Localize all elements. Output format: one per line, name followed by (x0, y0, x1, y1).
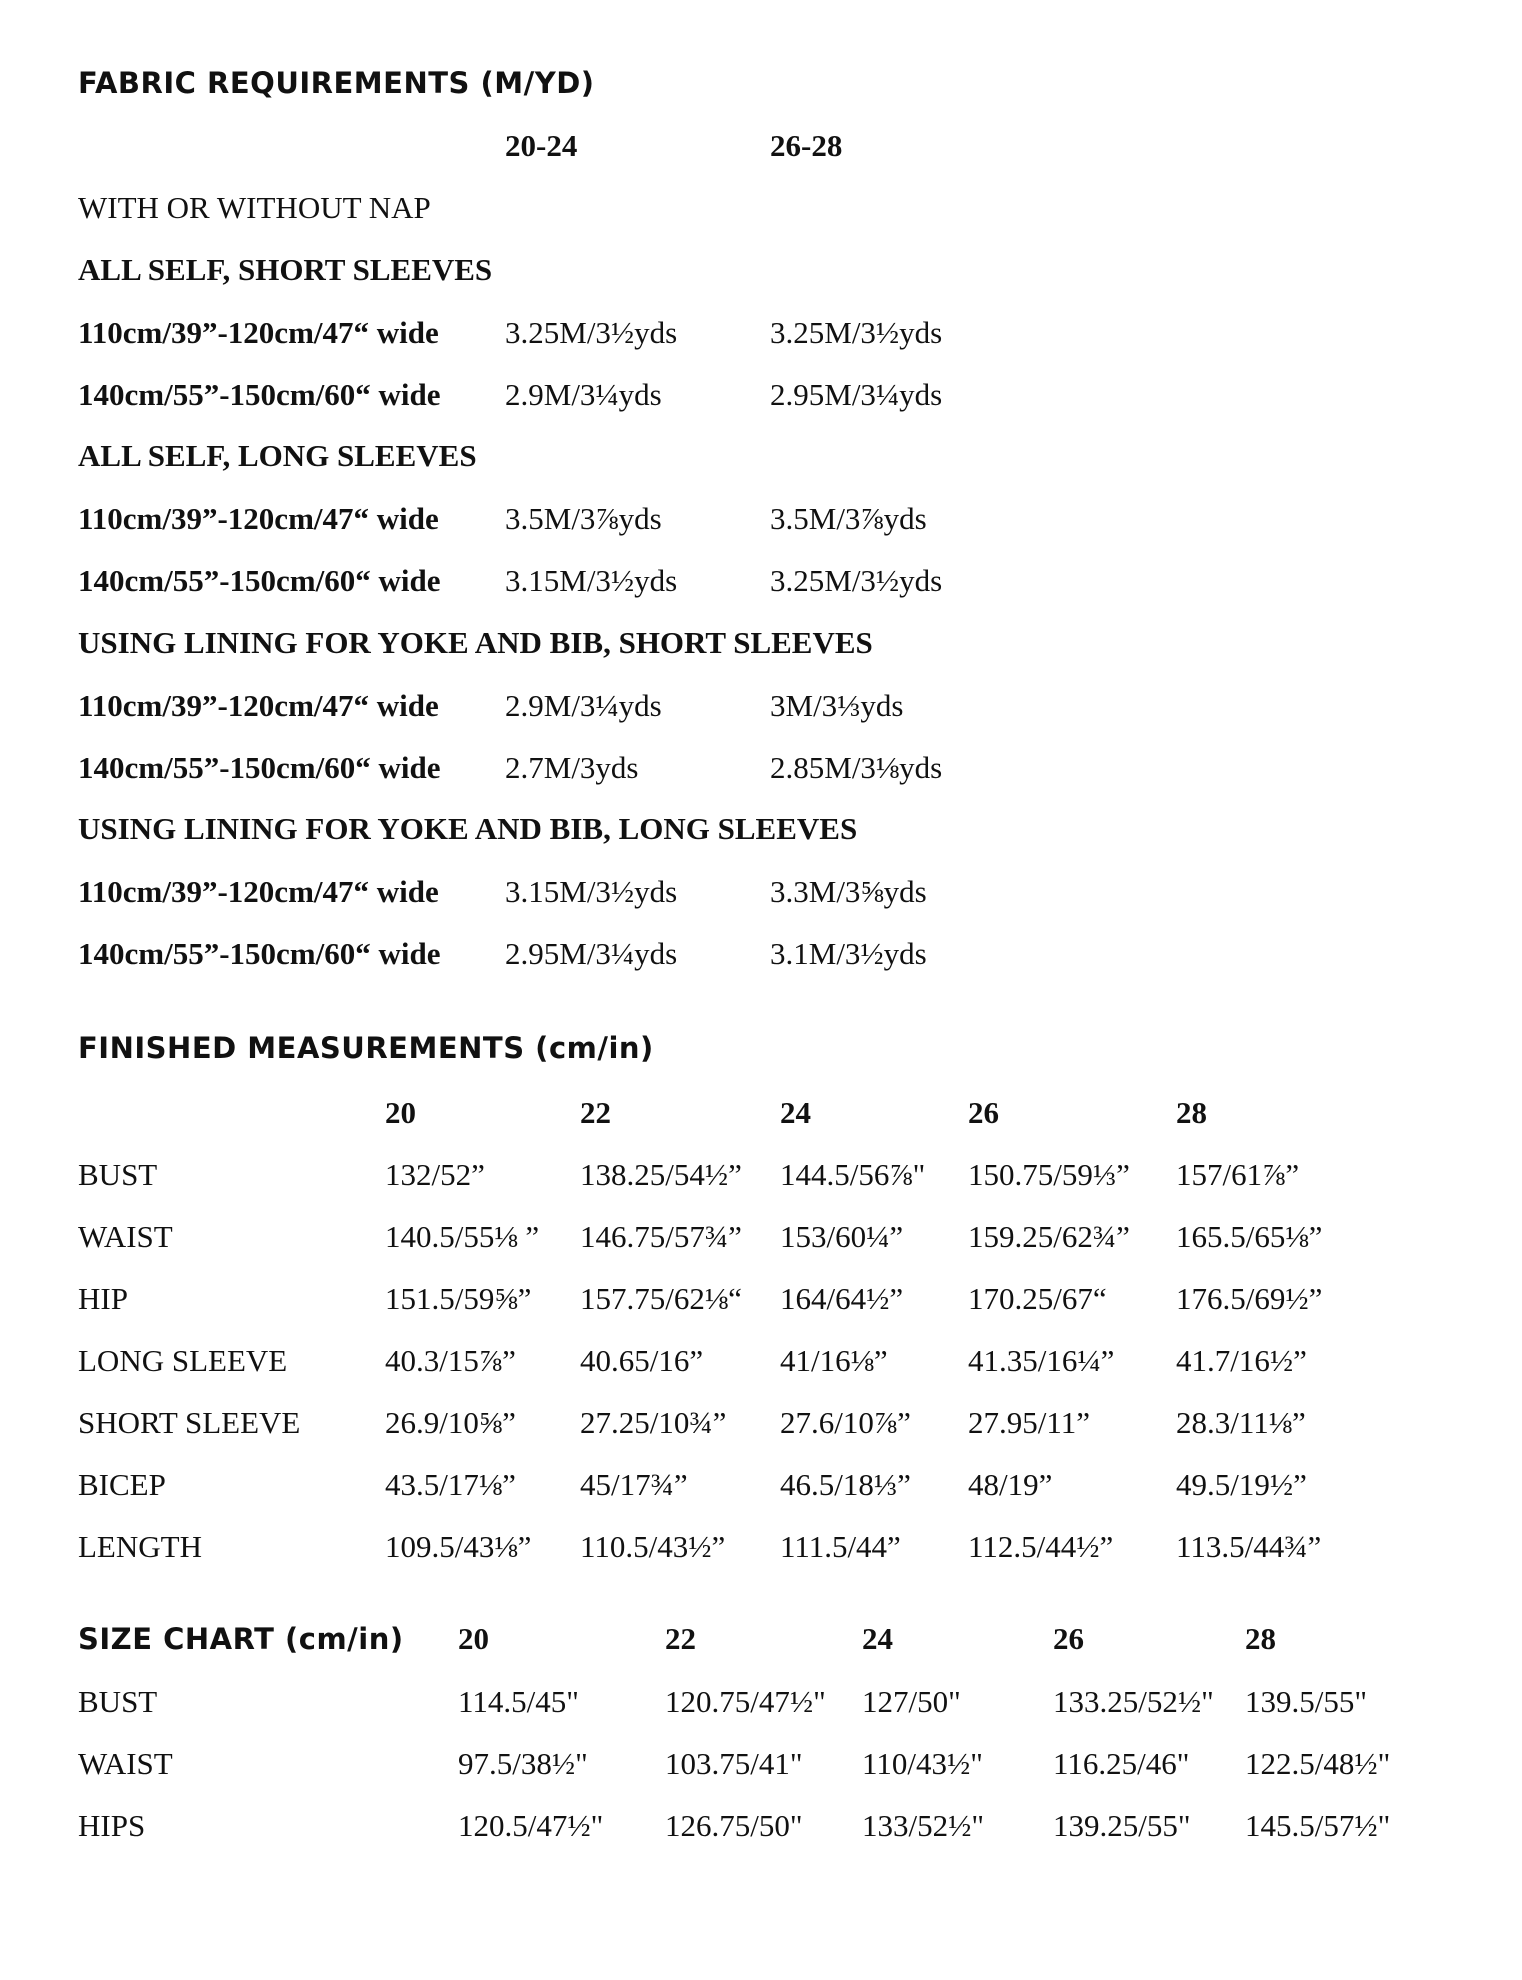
fabric-section-heading: USING LINING FOR YOKE AND BIB, SHORT SLEEVES (78, 625, 873, 660)
measurement-value: 41.7/16½” (1176, 1343, 1307, 1378)
measurement-value: 165.5/65⅛” (1176, 1219, 1323, 1254)
fabric-value-26-28: 2.85M/3⅛yds (770, 750, 943, 785)
chart-size-26: 26 (1053, 1621, 1084, 1656)
measurement-value: 132/52” (385, 1157, 485, 1192)
body-measurement-value: 126.75/50" (665, 1808, 803, 1843)
measurement-value: 109.5/43⅛” (385, 1529, 532, 1564)
size-chart-header-row (0, 1617, 1522, 1661)
fabric-value-26-28: 2.95M/3¼yds (770, 377, 943, 412)
nap-note: WITH OR WITHOUT NAP (78, 190, 431, 225)
fabric-row (0, 373, 1522, 417)
body-measurement-value: 139.5/55" (1245, 1684, 1368, 1719)
chart-size-24: 24 (862, 1621, 893, 1656)
finished-row (0, 1277, 1522, 1321)
finished-size-24: 24 (780, 1095, 811, 1130)
fabric-value-20-24: 3.15M/3½yds (505, 874, 678, 909)
fabric-width: 140cm/55”-150cm/60“ wide (78, 936, 441, 971)
measurement-value: 159.25/62¾” (968, 1219, 1130, 1254)
fabric-section-heading: USING LINING FOR YOKE AND BIB, LONG SLEEVES (78, 811, 858, 846)
fabric-value-26-28: 3.1M/3½yds (770, 936, 927, 971)
measurement-value: 27.6/10⅞” (780, 1405, 911, 1440)
measurement-value: 110.5/43½” (580, 1529, 726, 1564)
chart-size-22: 22 (665, 1621, 696, 1656)
measurement-value: 46.5/18⅓” (780, 1467, 911, 1502)
fabric-section-heading: ALL SELF, SHORT SLEEVES (78, 252, 493, 287)
size-chart-row (0, 1680, 1522, 1724)
fabric-width: 110cm/39”-120cm/47“ wide (78, 315, 439, 350)
body-measurement-value: 120.5/47½" (458, 1808, 604, 1843)
fabric-section-heading: ALL SELF, LONG SLEEVES (78, 438, 477, 473)
measurement-label: SHORT SLEEVE (78, 1405, 301, 1440)
fabric-value-26-28: 3.25M/3½yds (770, 315, 943, 350)
finished-size-20: 20 (385, 1095, 416, 1130)
fabric-value-26-28: 3.25M/3½yds (770, 563, 943, 598)
finished-size-26: 26 (968, 1095, 999, 1130)
finished-row (0, 1525, 1522, 1569)
measurement-value: 113.5/44¾” (1176, 1529, 1322, 1564)
measurement-value: 153/60¼” (780, 1219, 904, 1254)
measurement-value: 49.5/19½” (1176, 1467, 1307, 1502)
measurement-value: 164/64½” (780, 1281, 904, 1316)
body-measurement-value: 97.5/38½" (458, 1746, 588, 1781)
measurement-value: 40.3/15⅞” (385, 1343, 516, 1378)
body-measurement-value: 127/50" (862, 1684, 961, 1719)
measurement-value: 157.75/62⅛“ (580, 1281, 742, 1316)
fabric-value-26-28: 3M/3⅓yds (770, 688, 904, 723)
chart-size-28: 28 (1245, 1621, 1276, 1656)
measurement-label: WAIST (78, 1219, 173, 1254)
measurement-value: 45/17¾” (580, 1467, 688, 1502)
body-measurement-value: 139.25/55" (1053, 1808, 1191, 1843)
fabric-value-20-24: 2.7M/3yds (505, 750, 639, 785)
finished-row (0, 1401, 1522, 1445)
measurement-value: 27.95/11” (968, 1405, 1090, 1440)
fabric-size-header-row (0, 124, 1522, 168)
measurement-value: 28.3/11⅛” (1176, 1405, 1306, 1440)
fabric-row (0, 497, 1522, 541)
fabric-value-26-28: 3.3M/3⅝yds (770, 874, 927, 909)
measurement-value: 176.5/69½” (1176, 1281, 1323, 1316)
body-measurement-value: 103.75/41" (665, 1746, 803, 1781)
finished-row (0, 1463, 1522, 1507)
finished-size-header-row (0, 1091, 1522, 1135)
fabric-value-26-28: 3.5M/3⅞yds (770, 501, 927, 536)
fabric-width: 140cm/55”-150cm/60“ wide (78, 750, 441, 785)
measurement-value: 48/19” (968, 1467, 1053, 1502)
body-measurement-value: 133/52½" (862, 1808, 985, 1843)
measurement-value: 26.9/10⅝” (385, 1405, 516, 1440)
body-measurement-label: HIPS (78, 1808, 146, 1843)
fabric-row (0, 684, 1522, 728)
size-chart-row (0, 1804, 1522, 1848)
body-measurement-value: 133.25/52½" (1053, 1684, 1214, 1719)
finished-row (0, 1153, 1522, 1197)
measurement-value: 146.75/57¾” (580, 1219, 742, 1254)
fabric-size-group-1: 20-24 (505, 128, 578, 163)
body-measurement-label: BUST (78, 1684, 158, 1719)
measurement-value: 138.25/54½” (580, 1157, 742, 1192)
fabric-value-20-24: 2.9M/3¼yds (505, 688, 662, 723)
measurement-value: 151.5/59⅝” (385, 1281, 532, 1316)
body-measurement-value: 120.75/47½" (665, 1684, 826, 1719)
fabric-value-20-24: 2.95M/3¼yds (505, 936, 678, 971)
measurement-value: 140.5/55⅛ ” (385, 1219, 540, 1254)
measurement-label: BICEP (78, 1467, 166, 1502)
measurement-value: 41/16⅛” (780, 1343, 888, 1378)
fabric-width: 110cm/39”-120cm/47“ wide (78, 688, 439, 723)
measurement-value: 41.35/16¼” (968, 1343, 1115, 1378)
finished-size-22: 22 (580, 1095, 611, 1130)
measurement-value: 144.5/56⅞" (780, 1157, 926, 1192)
body-measurement-label: WAIST (78, 1746, 173, 1781)
fabric-width: 110cm/39”-120cm/47“ wide (78, 501, 439, 536)
measurement-value: 40.65/16” (580, 1343, 704, 1378)
fabric-row (0, 311, 1522, 355)
body-measurement-value: 145.5/57½" (1245, 1808, 1391, 1843)
finished-size-28: 28 (1176, 1095, 1207, 1130)
size-chart-title: SIZE CHART (cm/in) (78, 1622, 404, 1656)
fabric-row (0, 932, 1522, 976)
fabric-row (0, 559, 1522, 603)
measurement-value: 111.5/44” (780, 1529, 901, 1564)
fabric-value-20-24: 3.25M/3½yds (505, 315, 678, 350)
chart-size-20: 20 (458, 1621, 489, 1656)
measurement-value: 112.5/44½” (968, 1529, 1114, 1564)
fabric-width: 140cm/55”-150cm/60“ wide (78, 377, 441, 412)
measurement-label: LONG SLEEVE (78, 1343, 288, 1378)
measurement-label: LENGTH (78, 1529, 202, 1564)
body-measurement-value: 114.5/45" (458, 1684, 579, 1719)
measurement-label: BUST (78, 1157, 158, 1192)
measurement-value: 157/61⅞” (1176, 1157, 1300, 1192)
measurement-value: 43.5/17⅛” (385, 1467, 516, 1502)
finished-row (0, 1339, 1522, 1383)
measurement-value: 150.75/59⅓” (968, 1157, 1130, 1192)
fabric-value-20-24: 2.9M/3¼yds (505, 377, 662, 412)
body-measurement-value: 116.25/46" (1053, 1746, 1190, 1781)
fabric-value-20-24: 3.5M/3⅞yds (505, 501, 662, 536)
measurement-value: 27.25/10¾” (580, 1405, 727, 1440)
fabric-requirements-title: FABRIC REQUIREMENTS (M/YD) (78, 66, 595, 100)
body-measurement-value: 122.5/48½" (1245, 1746, 1391, 1781)
fabric-width: 140cm/55”-150cm/60“ wide (78, 563, 441, 598)
size-chart-row (0, 1742, 1522, 1786)
measurement-value: 170.25/67“ (968, 1281, 1107, 1316)
fabric-value-20-24: 3.15M/3½yds (505, 563, 678, 598)
fabric-size-group-2: 26-28 (770, 128, 843, 163)
fabric-row (0, 870, 1522, 914)
body-measurement-value: 110/43½" (862, 1746, 983, 1781)
finished-measurements-title: FINISHED MEASUREMENTS (cm/in) (78, 1031, 654, 1065)
fabric-width: 110cm/39”-120cm/47“ wide (78, 874, 439, 909)
finished-row (0, 1215, 1522, 1259)
measurement-label: HIP (78, 1281, 128, 1316)
fabric-row (0, 746, 1522, 790)
